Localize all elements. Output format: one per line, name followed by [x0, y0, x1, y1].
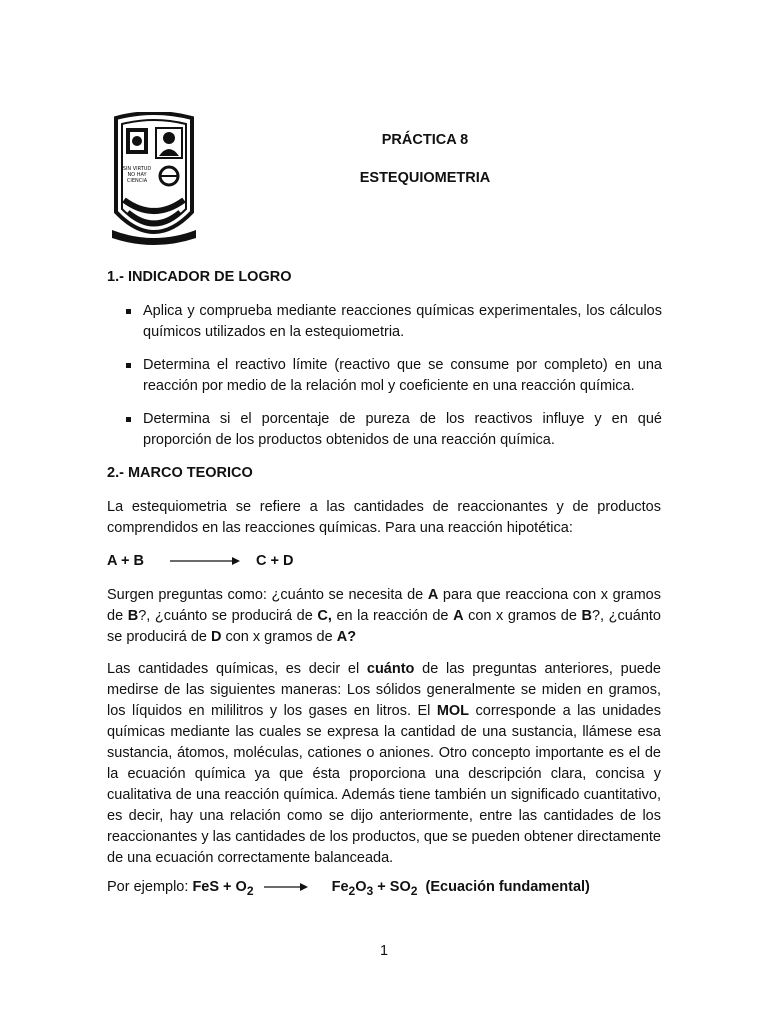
practice-title: PRÁCTICA 8: [381, 132, 469, 148]
university-seal-logo: [106, 112, 202, 246]
svg-text:SIN VIRTUD: SIN VIRTUD: [122, 166, 152, 172]
list-item: Determina el reactivo límite (reactivo que se consume por completo) en una reacción por medio de la relación mol y coeficiente en una reacción química.: [126, 355, 662, 397]
reaction-products: C + D: [256, 553, 294, 569]
section-2-heading: 2.- MARCO TEORICO: [107, 465, 253, 481]
page-number: 1: [379, 943, 389, 959]
hypothetical-reaction: [107, 553, 293, 569]
achievement-bullet-list: [126, 301, 662, 463]
reaction-reactants: A + B: [107, 553, 144, 569]
svg-text:NO HAY: NO HAY: [127, 172, 147, 178]
equation-arrow-icon: [264, 881, 308, 893]
list-item: Determina si el porcentaje de pureza de los reactivos influye y en qué proporción de los productos obtenidos de una reacción química.: [126, 409, 662, 451]
section-1-heading: 1.- INDICADOR DE LOGRO: [107, 269, 292, 285]
intro-paragraph: La estequiometria se refiere a las cantidades de reaccionantes y de productos comprendidos en las reacciones químicas. Para una reacción hipotética:: [107, 499, 661, 536]
questions-paragraph: Surgen preguntas como: ¿cuánto se necesita de A para que reacciona con x gramos de B?, ¿cuánto se producirá de C, en la reacción de A con x gramos de B?, ¿cuánto se producirá de D con x gramos de A?: [107, 587, 662, 645]
svg-text:CIENCIA: CIENCIA: [126, 178, 148, 184]
practice-subtitle: ESTEQUIOMETRIA: [359, 170, 491, 186]
reaction-arrow-icon: [170, 555, 240, 567]
example-equation: Por ejemplo: FeS + $O_2$ $Fe_2O_3 + SO_2$ (Ecuación fundamental): [107, 879, 590, 898]
quantities-paragraph: Las cantidades químicas, es decir el cuánto de las preguntas anteriores, puede medirse de las siguientes maneras: Los sólidos generalmente se miden en gramos, los líquidos en mililitros y los gases en litros. El MOL corresponde a las unidades químicas mediante las cuales se expresa la cantidad de una sustancia, llámese esa sustancia, átomos, moléculas, cationes o aniones. Otro concepto importante es el de la ecuación química ya que ésta proporciona una descripción clara, concisa y cualitativa de una reacción química. Además tiene también un significado cuantitativo, es decir, hay una relación como se dijo anteriormente, entre las cantidades de los reaccionantes y las cantidades de los productos, que se pueden obtener directamente de una ecuación correctamente balanceada.: [107, 661, 661, 866]
list-item: Aplica y comprueba mediante reacciones químicas experimentales, los cálculos químicos utilizados en la estequiometria.: [126, 301, 662, 343]
